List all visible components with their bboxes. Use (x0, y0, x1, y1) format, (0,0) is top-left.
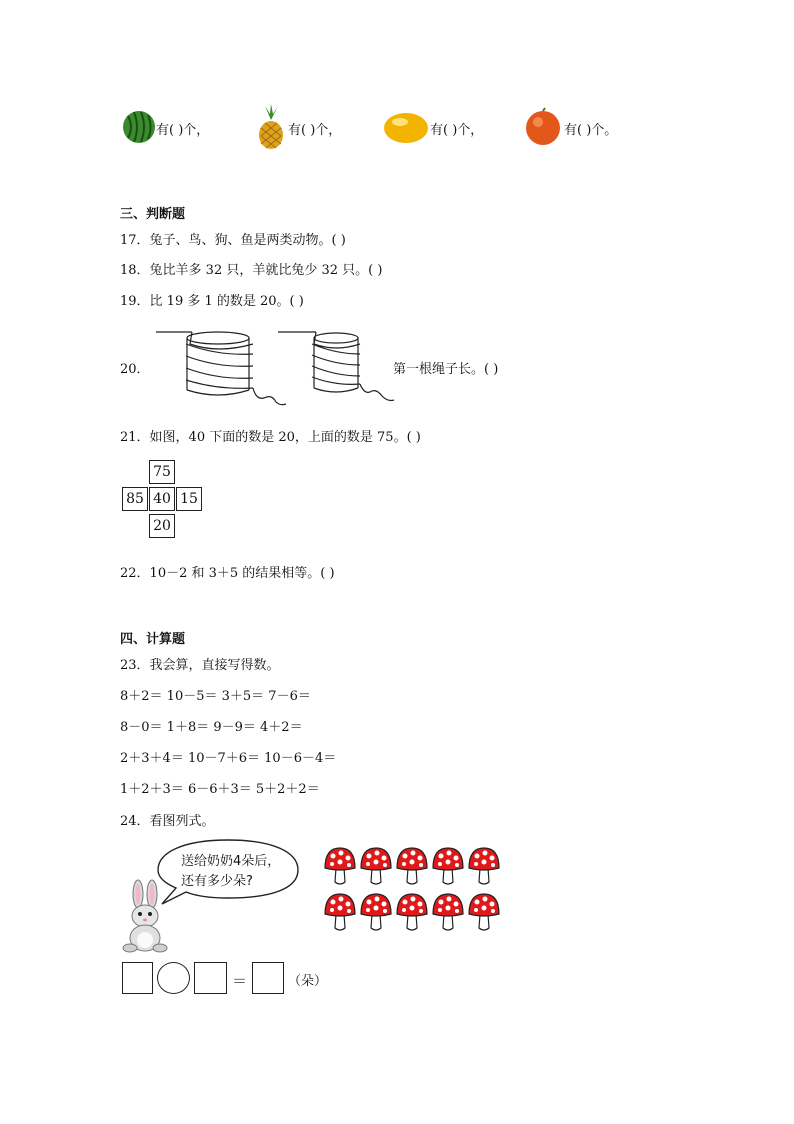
orange-icon (524, 108, 562, 146)
grid-top: 75 (149, 460, 175, 484)
calc-row-2: 8－0＝ 1＋8＝ 9－9＝ 4＋2＝ (120, 720, 303, 735)
operator-circle[interactable] (157, 962, 190, 994)
grid-bottom: 20 (149, 514, 175, 538)
answer-box-1[interactable] (122, 962, 153, 994)
question-22: 22．10－2 和 3＋5 的结果相等。( ) (120, 566, 335, 581)
calc-row-4: 1＋2＋3＝ 6－6＋3＝ 5＋2＋2＝ (120, 782, 320, 797)
equals-sign: ＝ (232, 972, 248, 990)
question-19: 19．比 19 多 1 的数是 20。( ) (120, 294, 304, 309)
question-24: 24．看图列式。 (120, 814, 215, 829)
grid-right: 15 (176, 487, 202, 511)
mushroom-icon (433, 894, 463, 930)
question-23: 23．我会算，直接写得数。 (120, 658, 280, 673)
rope-cylinder-1-figure (156, 328, 286, 408)
mushroom-icon (361, 894, 391, 930)
mushroom-icon (361, 848, 391, 884)
bubble-line-2: 还有多少朵? (181, 874, 253, 889)
mushroom-icon (433, 848, 463, 884)
fruit-text-4: 有( )个。 (564, 123, 618, 138)
mango-icon (383, 111, 429, 145)
pineapple-icon (256, 104, 286, 150)
answer-box-result[interactable] (252, 962, 284, 994)
fruit-text-3: 有( )个， (430, 123, 484, 138)
section-4-heading: 四、计算题 (120, 632, 186, 647)
grid-left: 85 (122, 487, 148, 511)
mushroom-icon (397, 848, 427, 884)
calc-row-1: 8＋2＝ 10－5＝ 3＋5＝ 7－6＝ (120, 689, 311, 704)
question-21: 21．如图，40 下面的数是 20，上面的数是 75。( ) (120, 430, 421, 445)
rope-cylinder-2-figure (278, 328, 398, 408)
question-18: 18．兔比羊多 32 只，羊就比兔少 32 只。( ) (120, 263, 383, 278)
fruit-text-1: 有( )个， (156, 123, 210, 138)
mushroom-icon (325, 848, 355, 884)
section-3-heading: 三、判断题 (120, 207, 186, 222)
rabbit-icon (118, 880, 174, 954)
mushroom-group (323, 846, 507, 934)
question-20-text: 第一根绳子长。( ) (393, 362, 499, 377)
watermelon-icon (122, 110, 156, 144)
question-17: 17．兔子、鸟、狗、鱼是两类动物。( ) (120, 233, 346, 248)
calc-row-3: 2＋3＋4＝ 10－7＋6＝ 10－6－4＝ (120, 751, 337, 766)
fruit-text-2: 有( )个， (288, 123, 342, 138)
answer-box-2[interactable] (194, 962, 227, 994)
mushroom-icon (325, 894, 355, 930)
mushroom-icon (469, 894, 499, 930)
question-20-number: 20． (120, 362, 150, 377)
unit-label: （朵） (288, 974, 328, 989)
bubble-line-1: 送给奶奶4朵后， (181, 854, 281, 869)
mushroom-icon (397, 894, 427, 930)
grid-center: 40 (149, 487, 175, 511)
mushroom-icon (469, 848, 499, 884)
